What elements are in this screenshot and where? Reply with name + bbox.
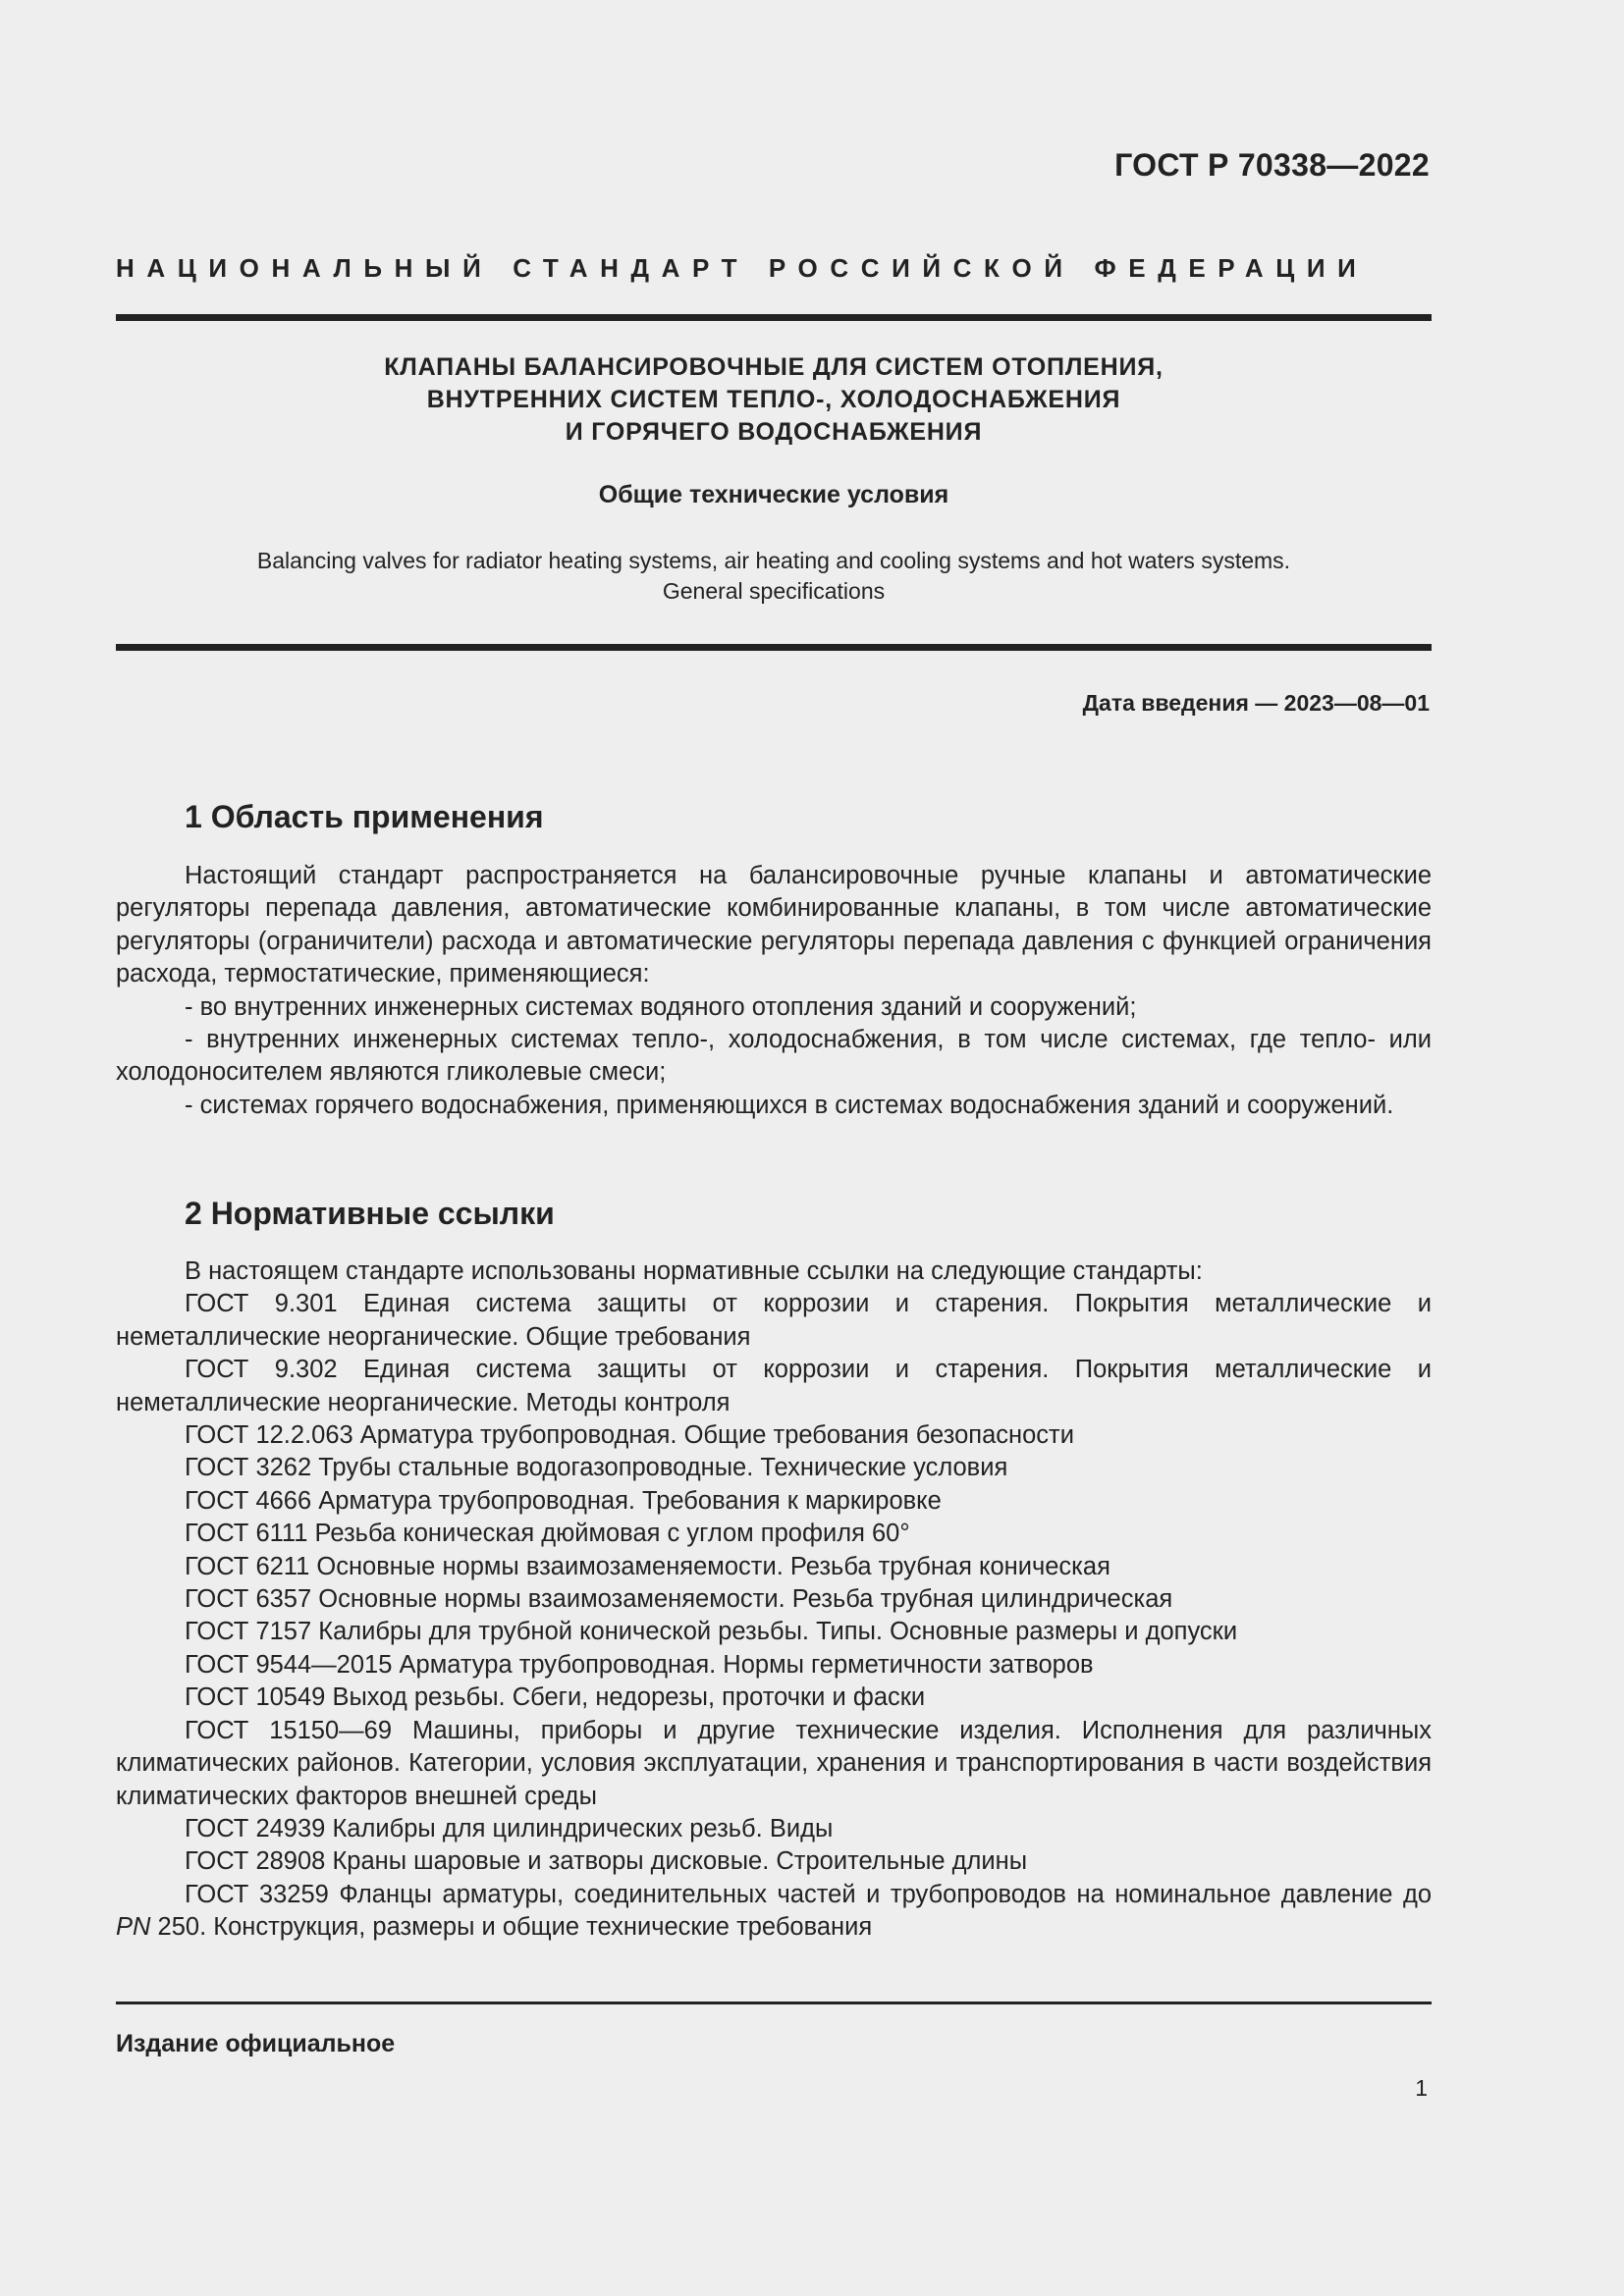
section-1-body: [116, 860, 1432, 1122]
reference-code: ГОСТ 9.301: [185, 1290, 338, 1318]
section-1-heading: 1 Область применения: [185, 799, 544, 834]
reference-item: [116, 1583, 1432, 1616]
reference-title: Выход резьбы. Сбеги, недорезы, проточки и фаски: [332, 1683, 926, 1712]
national-standard-label: НАЦИОНАЛЬНЫЙ СТАНДАРТ РОССИЙСКОЙ ФЕДЕРАЦИИ: [116, 253, 1369, 283]
reference-code: ГОСТ 24939: [185, 1814, 326, 1842]
reference-code: ГОСТ 33259: [185, 1880, 329, 1908]
reference-code: ГОСТ 28908: [185, 1847, 326, 1876]
reference-item: [116, 1551, 1432, 1583]
title-line: ВНУТРЕННИХ СИСТЕМ ТЕПЛО-, ХОЛОДОСНАБЖЕНИЯ: [426, 386, 1121, 413]
reference-item: [116, 1452, 1432, 1484]
title-line: И ГОРЯЧЕГО ВОДОСНАБЖЕНИЯ: [565, 418, 983, 446]
reference-code: ГОСТ 12.2.063: [185, 1421, 353, 1450]
reference-title: Резьба коническая дюймовая с углом профиля 60°: [314, 1520, 910, 1548]
reference-title: Арматура трубопроводная. Нормы герметичности затворов: [399, 1650, 1094, 1679]
title-line: КЛАПАНЫ БАЛАНСИРОВОЧНЫЕ ДЛЯ СИСТЕМ ОТОПЛЕНИЯ,: [384, 353, 1164, 381]
reference-title: Трубы стальные водогазопроводные. Технические условия: [318, 1454, 1008, 1482]
section-2-heading: 2 Нормативные ссылки: [185, 1196, 555, 1231]
reference-item: [116, 1813, 1432, 1845]
reference-title-italic: PN: [116, 1913, 151, 1942]
reference-title: Основные нормы взаимозаменяемости. Резьба трубная коническая: [316, 1552, 1110, 1580]
section-1-paragraph: Настоящий стандарт распространяется на балансировочные ручные клапаны и автоматические регуляторы перепада давления, автоматические комбинированные клапаны, в том числе автоматические регуляторы (ограничители) расхода и автоматические регуляторы перепада давления с функцией ограничения расхода, термостатические, применяющиеся:: [116, 862, 1432, 988]
official-edition-label: Издание официальное: [116, 2030, 396, 2057]
section-2-body: [116, 1255, 1432, 1945]
reference-title: Арматура трубопроводная. Общие требования безопасности: [359, 1421, 1074, 1450]
footer-rule: [116, 2002, 1432, 2004]
reference-code: ГОСТ 6211: [185, 1552, 310, 1580]
list-item: - во внутренних инженерных системах водяного отопления зданий и сооружений;: [185, 992, 1137, 1021]
reference-item: [116, 1518, 1432, 1550]
document-title: [116, 351, 1432, 449]
reference-item: [116, 1419, 1432, 1452]
reference-item: [116, 1649, 1432, 1682]
references-intro: В настоящем стандарте использованы нормативные ссылки на следующие стандарты:: [185, 1257, 1203, 1285]
reference-title: Единая система защиты от коррозии и старения. Покрытия металлические и неметаллические неорганические. Общие требования: [116, 1290, 1432, 1351]
reference-code: ГОСТ 6357: [185, 1585, 312, 1614]
reference-title: Краны шаровые и затворы дисковые. Строительные длины: [332, 1847, 1028, 1876]
reference-item: [116, 1288, 1432, 1354]
reference-item: [116, 1616, 1432, 1648]
top-rule: [116, 314, 1432, 321]
reference-title: Калибры для цилиндрических резьб. Виды: [332, 1814, 834, 1842]
reference-title: Арматура трубопроводная. Требования к маркировке: [318, 1486, 942, 1515]
english-title: [116, 546, 1432, 607]
reference-code: ГОСТ 9544—2015: [185, 1650, 393, 1679]
reference-code: ГОСТ 10549: [185, 1683, 326, 1712]
document-number: ГОСТ Р 70338—2022: [1114, 147, 1430, 183]
reference-title: Машины, приборы и другие технические изделия. Исполнения для различных климатических районов. Категории, условия эксплуатации, хранения и транспортирования в части воздействия климатических факторов внешней среды: [116, 1716, 1433, 1810]
reference-item: [116, 1715, 1432, 1813]
reference-code: ГОСТ 15150—69: [185, 1716, 393, 1744]
english-title-line: Balancing valves for radiator heating systems, air heating and cooling systems and hot waters systems.: [256, 548, 1291, 573]
reference-item: [116, 1682, 1432, 1714]
title-bottom-rule: [116, 644, 1432, 651]
english-title-line: General specifications: [662, 578, 886, 604]
reference-title: Основные нормы взаимозаменяемости. Резьба трубная цилиндрическая: [318, 1585, 1173, 1614]
reference-code: ГОСТ 9.302: [185, 1356, 338, 1384]
page-number: 1: [1415, 2075, 1428, 2101]
reference-code: ГОСТ 6111: [185, 1520, 308, 1548]
reference-item: [116, 1485, 1432, 1518]
reference-title: Фланцы арматуры, соединительных частей и трубопроводов на номинальное давление до: [339, 1880, 1433, 1908]
list-item: - системах горячего водоснабжения, применяющихся в системах водоснабжения зданий и сооружений.: [185, 1091, 1394, 1119]
reference-item: [116, 1354, 1432, 1419]
introduction-date: Дата введения — 2023—08—01: [1082, 690, 1430, 716]
list-item: - внутренних инженерных системах тепло-, холодоснабжения, в том числе системах, где тепло- или холодоносителем являются гликолевые смеси;: [116, 1026, 1432, 1087]
reference-code: ГОСТ 4666: [185, 1486, 312, 1515]
reference-item: [116, 1879, 1432, 1945]
reference-title: Калибры для трубной конической резьбы. Типы. Основные размеры и допуски: [318, 1618, 1238, 1646]
document-subtitle: Общие технические условия: [598, 481, 949, 508]
reference-code: ГОСТ 3262: [185, 1454, 312, 1482]
reference-title: Единая система защиты от коррозии и старения. Покрытия металлические и неметаллические неорганические. Методы контроля: [116, 1356, 1432, 1416]
reference-title: 250. Конструкция, размеры и общие технические требования: [150, 1913, 873, 1942]
reference-item: [116, 1845, 1432, 1878]
reference-code: ГОСТ 7157: [185, 1618, 312, 1646]
